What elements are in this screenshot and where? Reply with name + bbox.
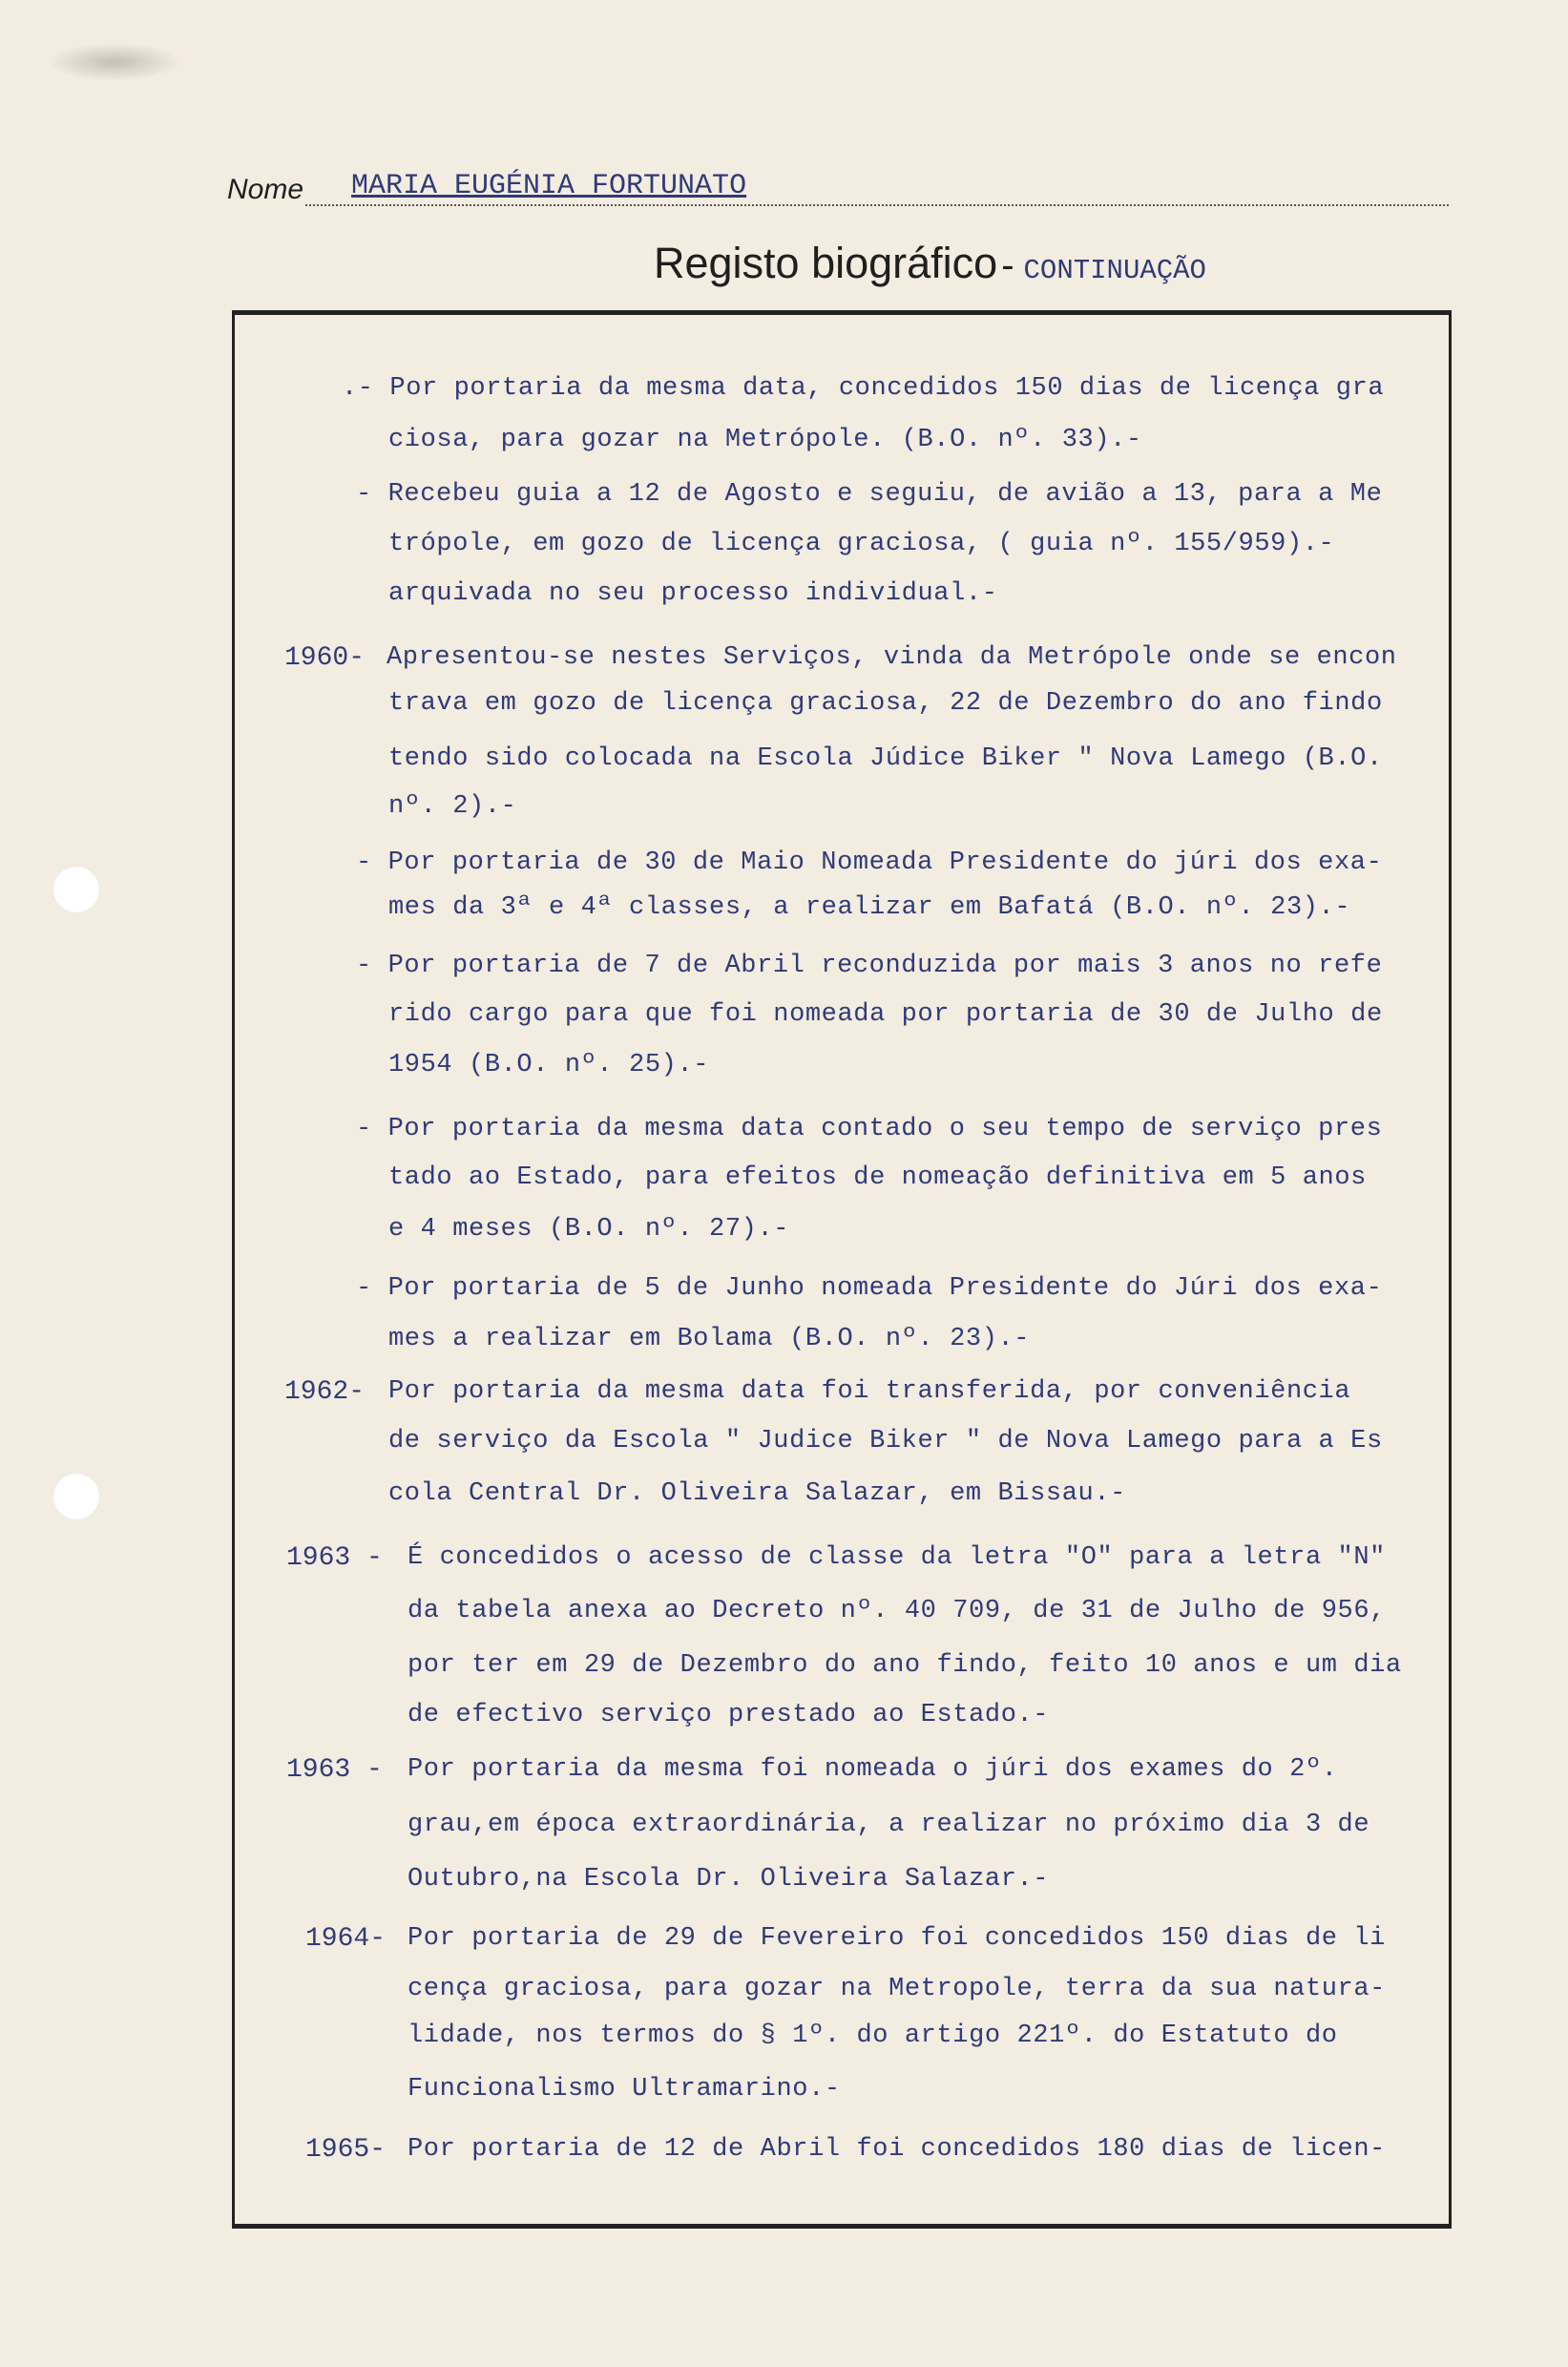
entry-line: É concedidos o acesso de classe da letra "O" para a letra "N" — [408, 1543, 1386, 1572]
entry-line: trópole, em gozo de licença graciosa, ( guia nº. 155/959).- — [388, 530, 1335, 558]
entry-line: nº. 2).- — [388, 792, 517, 821]
entry-line: por ter em 29 de Dezembro do ano findo, feito 10 anos e um dia — [408, 1651, 1402, 1680]
nome-label: Nome — [227, 174, 304, 205]
entry-year: 1964- — [305, 1924, 387, 1954]
entry-year: 1963 - — [286, 1755, 383, 1785]
entry-line: .- Por portaria da mesma data, concedidos 150 dias de licença gra — [342, 374, 1385, 403]
entry-line: Por portaria da mesma data foi transferida, por conveniência — [388, 1377, 1351, 1406]
entry-line: da tabela anexa ao Decreto nº. 40 709, de 31 de Julho de 956, — [408, 1597, 1386, 1625]
entry-line: tendo sido colocada na Escola Júdice Biker " Nova Lamego (B.O. — [388, 744, 1383, 773]
entry-line: cola Central Dr. Oliveira Salazar, em Bissau.- — [388, 1479, 1126, 1508]
entry-line: Por portaria da mesma foi nomeada o júri dos exames do 2º. — [408, 1755, 1338, 1784]
entry-line: - Por portaria de 30 de Maio Nomeada Presidente do júri dos exa- — [356, 848, 1383, 877]
entry-line: lidade, nos termos do § 1º. do artigo 221º. do Estatuto do — [408, 2021, 1338, 2050]
title-text: Registo biográfico — [654, 239, 998, 287]
entry-line: Apresentou-se nestes Serviços, vinda da Metrópole onde se encon — [387, 643, 1397, 672]
entry-line: Funcionalismo Ultramarino.- — [408, 2075, 841, 2104]
entry-line: - Recebeu guia a 12 de Agosto e seguiu, de avião a 13, para a Me — [356, 480, 1383, 509]
entry-line: mes da 3ª e 4ª classes, a realizar em Bafatá (B.O. nº. 23).- — [388, 893, 1351, 922]
entry-line: Outubro,na Escola Dr. Oliveira Salazar.- — [408, 1865, 1050, 1894]
nome-value: MARIA EUGÉNIA FORTUNATO — [351, 170, 747, 202]
title-separator: - — [1001, 244, 1014, 286]
entry-line: de serviço da Escola " Judice Biker " de Nova Lamego para a Es — [388, 1427, 1383, 1456]
entry-line: Por portaria de 12 de Abril foi concedidos 180 dias de licen- — [408, 2135, 1386, 2164]
entry-line: - Por portaria da mesma data contado o seu tempo de serviço pres — [356, 1115, 1383, 1143]
entry-line: 1954 (B.O. nº. 25).- — [388, 1051, 710, 1079]
entry-line: trava em gozo de licença graciosa, 22 de Dezembro do ano findo — [388, 689, 1383, 718]
entry-line: mes a realizar em Bolama (B.O. nº. 23).- — [388, 1325, 1031, 1353]
entry-line: e 4 meses (B.O. nº. 27).- — [388, 1215, 790, 1244]
entry-line: Por portaria de 29 de Fevereiro foi concedidos 150 dias de li — [408, 1924, 1386, 1953]
entry-line: tado ao Estado, para efeitos de nomeação definitiva em 5 anos — [388, 1163, 1367, 1192]
entry-year: 1962- — [284, 1377, 366, 1407]
entry-line: rido cargo para que foi nomeada por portaria de 30 de Julho de — [388, 1000, 1383, 1029]
entry-year: 1960- — [284, 643, 366, 673]
entry-line: ciosa, para gozar na Metrópole. (B.O. nº. 33).- — [388, 426, 1142, 454]
entry-line: cença graciosa, para gozar na Metropole, terra da sua natura- — [408, 1975, 1386, 2003]
entry-line: grau,em época extraordinária, a realizar no próximo dia 3 de — [408, 1811, 1370, 1839]
entry-line: de efectivo serviço prestado ao Estado.- — [408, 1701, 1050, 1729]
entry-line: - Por portaria de 5 de Junho nomeada Presidente do Júri dos exa- — [356, 1274, 1383, 1303]
entry-line: arquivada no seu processo individual.- — [388, 579, 998, 608]
title-subtitle: CONTINUAÇÃO — [1023, 255, 1206, 286]
entry-year: 1963 - — [286, 1543, 383, 1573]
entry-line: - Por portaria de 7 de Abril reconduzida por mais 3 anos no refe — [356, 952, 1383, 980]
entry-year: 1965- — [305, 2135, 387, 2165]
